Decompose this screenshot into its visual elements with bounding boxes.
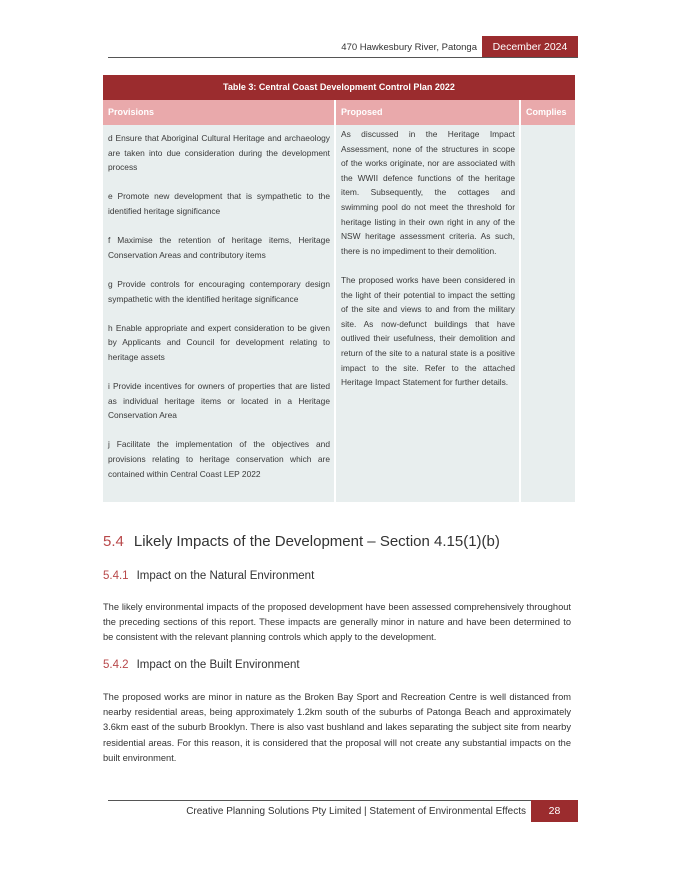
header-address: 470 Hawkesbury River, Patonga bbox=[341, 42, 477, 53]
header-date-badge: December 2024 bbox=[482, 36, 578, 58]
proposed-cell bbox=[336, 125, 519, 502]
provision-g: g Provide controls for encouraging contemporary design sympathetic with the identified heritage significance bbox=[108, 278, 330, 304]
section-heading bbox=[103, 533, 500, 550]
subsection-heading-built bbox=[103, 659, 300, 671]
page-number-badge: 28 bbox=[531, 800, 578, 822]
subsection-title: Impact on the Built Environment bbox=[136, 659, 300, 671]
table-row bbox=[103, 125, 575, 502]
subsection-title: Impact on the Natural Environment bbox=[136, 570, 315, 582]
proposed-paragraph-1: As discussed in the Heritage Impact Assessment, none of the structures in scope of the works originate, nor are associated with the WWII defence functions of the heritage item. Subsequently, the cottages and swimming pool do not meet the threshold for heritage listing in their own right in any of the NSW heritage assessment criteria. As such, there is no impediment to their demolition. bbox=[341, 129, 515, 256]
provisions-cell bbox=[103, 125, 334, 502]
section-number: 5.4 bbox=[103, 533, 124, 550]
footer-text: Creative Planning Solutions Pty Limited | Statement of Environmental Effects bbox=[186, 806, 526, 817]
subsection-number: 5.4.1 bbox=[103, 570, 129, 582]
footer-divider bbox=[108, 800, 578, 801]
header-divider bbox=[108, 57, 578, 58]
provision-d: d Ensure that Aboriginal Cultural Heritage and archaeology are taken into due consideration during the development process bbox=[108, 133, 330, 173]
dcp-table bbox=[103, 75, 575, 502]
subsection-number: 5.4.2 bbox=[103, 659, 129, 671]
provision-f: f Maximise the retention of heritage items, Heritage Conservation Areas and contributory items bbox=[108, 235, 330, 260]
column-header-provisions: Provisions bbox=[103, 100, 334, 125]
subsection-heading-natural bbox=[103, 570, 314, 582]
column-header-complies: Complies bbox=[521, 100, 575, 125]
provision-e: e Promote new development that is sympathetic to the identified heritage significance bbox=[108, 191, 330, 216]
table-header-row bbox=[103, 100, 575, 125]
proposed-paragraph-2: The proposed works have been considered in the light of their potential to impact the setting of the site and views to and from the military site. As now-defunct buildings that have outlived their usefulness, their demolition and return of the site to a natural state is a positive impact to the site. Refer to the attached Heritage Impact Statement for further details. bbox=[341, 274, 515, 388]
built-environment-text: The proposed works are minor in nature as the Broken Bay Sport and Recreation Centre is well distanced from nearby residential areas, being approximately 1.2km south of the suburbs of Patonga Beach and approximately 3.6km east of the suburb Brooklyn. There is also vast bushland and lakes separating the subject site from nearby residential areas. For this reason, it is considered that the proposal will not create any substantial impacts on the built environment. bbox=[103, 692, 571, 763]
provision-i: i Provide incentives for owners of properties that are listed as individual heritage items or located in a Heritage Conservation Area bbox=[108, 381, 330, 421]
natural-environment-text: The likely environmental impacts of the proposed development have been assessed comprehensively throughout the preceding sections of this report. These impacts are generally minor in nature and have been determined to be consistent with the relevant planning controls which apply to the development. bbox=[103, 602, 571, 643]
table-title: Table 3: Central Coast Development Control Plan 2022 bbox=[103, 75, 575, 100]
provision-j: j Facilitate the implementation of the objectives and provisions relating to heritage conservation which are contained within Central Coast LEP 2022 bbox=[108, 439, 330, 479]
section-title: Likely Impacts of the Development – Section 4.15(1)(b) bbox=[133, 533, 500, 550]
provision-h: h Enable appropriate and expert consideration to be given by Applicants and Council for development relating to heritage assets bbox=[108, 322, 330, 362]
column-header-proposed: Proposed bbox=[336, 100, 519, 125]
complies-cell bbox=[521, 125, 575, 502]
